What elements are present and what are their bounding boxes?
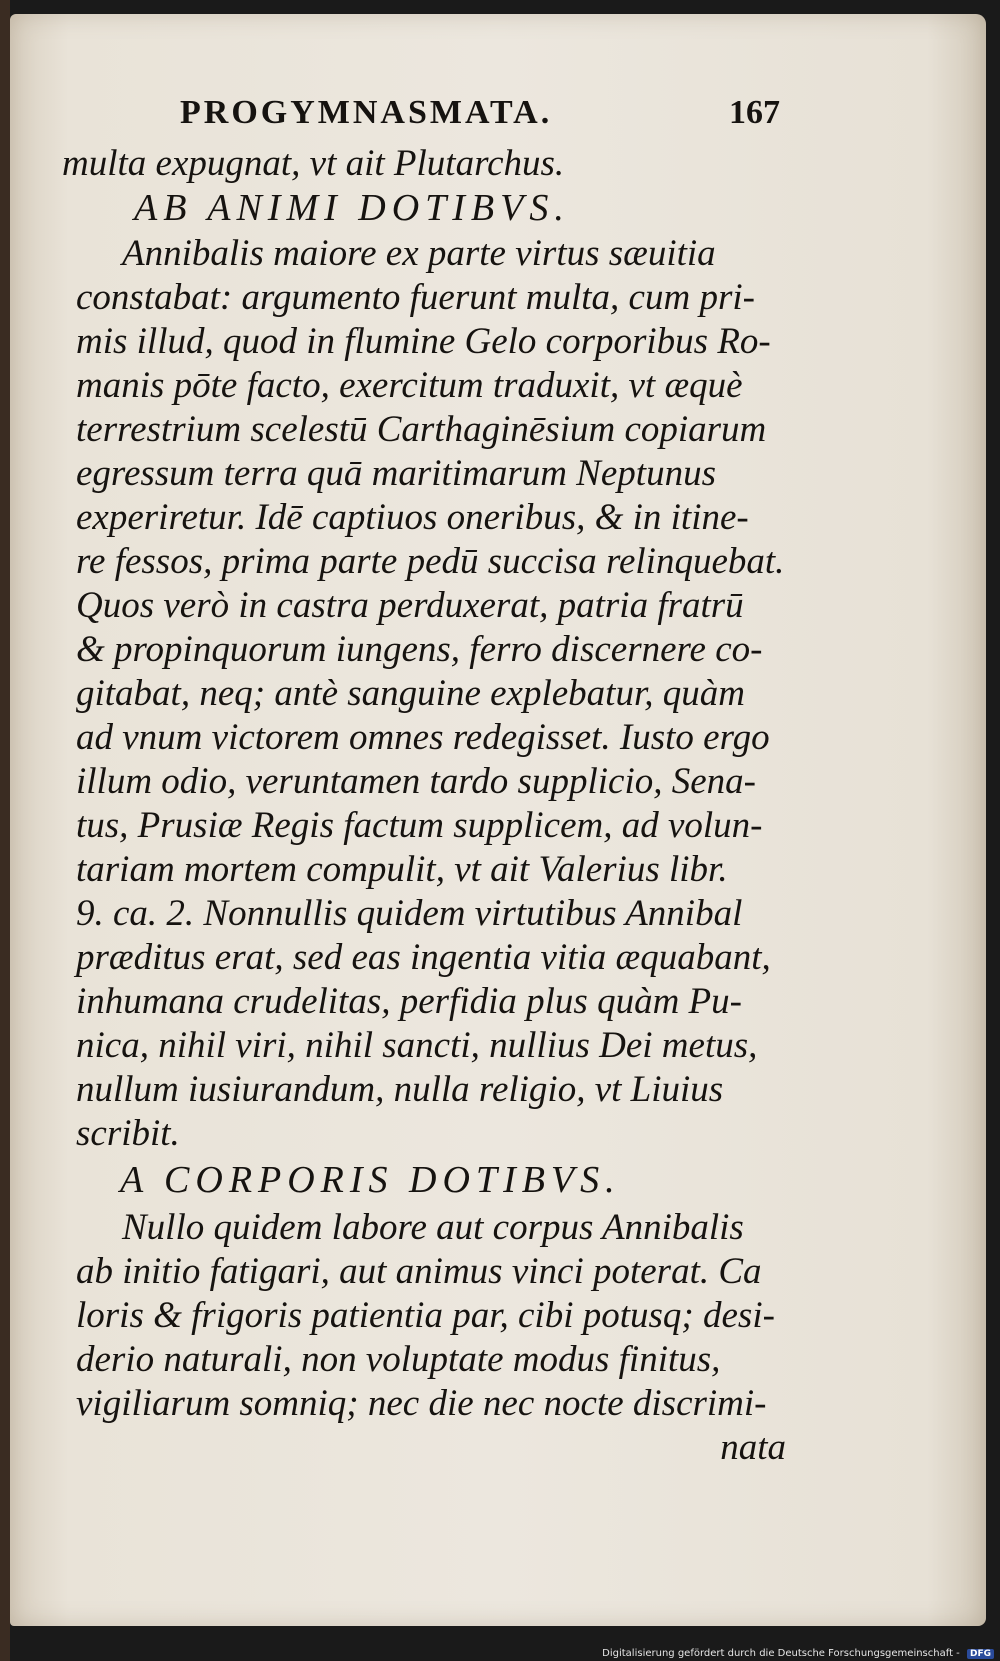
text-line: nica, nihil viri, nihil sancti, nullius Dei metus, — [76, 1025, 758, 1066]
page-number: 167 — [729, 94, 780, 131]
text-line: nullum iusiurandum, nulla religio, vt Liuius — [76, 1069, 724, 1110]
text-line: præditus erat, sed eas ingentia vitia æquabant, — [76, 937, 771, 978]
text-line: Annibalis maiore ex parte virtus sæuitia — [122, 233, 716, 274]
text-line: tus, Prusiæ Regis factum supplicem, ad volun- — [76, 805, 763, 846]
text-line: & propinquorum iungens, ferro discernere co- — [76, 629, 763, 670]
book-page — [10, 14, 986, 1626]
text-line: 9. ca. 2. Nonnullis quidem virtutibus Annibal — [76, 893, 743, 934]
page-text — [10, 14, 986, 1626]
text-line: manis pōte facto, exercitum traduxit, vt æquè — [76, 365, 743, 406]
text-line: multa expugnat, vt ait Plutarchus. — [62, 143, 565, 184]
text-line: mis illud, quod in flumine Gelo corporibus Ro- — [76, 321, 771, 362]
text-line: egressum terra quā maritimarum Neptunus — [76, 453, 716, 494]
section-heading-animi: AB ANIMI DOTIBVS. — [134, 187, 570, 229]
text-line: ab initio fatigari, aut animus vinci poterat. Ca — [76, 1251, 762, 1292]
text-line: Quos verò in castra perduxerat, patria fratrū — [76, 585, 744, 626]
text-line: Nullo quidem labore aut corpus Annibalis — [122, 1207, 744, 1248]
credit-text: Digitalisierung gefördert durch die Deutsche Forschungsgemeinschaft - — [602, 1648, 960, 1659]
text-line: illum odio, veruntamen tardo supplicio, Sena- — [76, 761, 756, 802]
section-heading-corporis: A CORPORIS DOTIBVS. — [120, 1159, 621, 1201]
running-title: PROGYMNASMATA. — [180, 94, 553, 131]
catchword: nata — [720, 1427, 786, 1468]
text-line: experiretur. Idē captiuos oneribus, & in itine- — [76, 497, 749, 538]
text-line: scribit. — [76, 1113, 180, 1154]
text-line: re fessos, prima parte pedū succisa relinquebat. — [76, 541, 785, 582]
text-line: terrestrium scelestū Carthaginēsium copiarum — [76, 409, 767, 450]
text-line: loris & frigoris patientia par, cibi potusq; desi- — [76, 1295, 775, 1336]
text-line: gitabat, neq; antè sanguine explebatur, quàm — [76, 673, 745, 714]
text-line: constabat: argumento fuerunt multa, cum pri- — [76, 277, 755, 318]
text-line: tariam mortem compulit, vt ait Valerius libr. — [76, 849, 728, 890]
digitization-credit — [602, 1648, 994, 1659]
text-line: ad vnum victorem omnes redegisset. Iusto ergo — [76, 717, 770, 758]
text-line: vigiliarum somniq; nec die nec nocte discrimi- — [76, 1383, 767, 1424]
text-line: inhumana crudelitas, perfidia plus quàm Pu- — [76, 981, 742, 1022]
page-header — [180, 94, 780, 144]
text-line: derio naturali, non voluptate modus finitus, — [76, 1339, 721, 1380]
book-spine — [0, 0, 10, 1661]
dfg-logo: DFG — [967, 1649, 994, 1659]
